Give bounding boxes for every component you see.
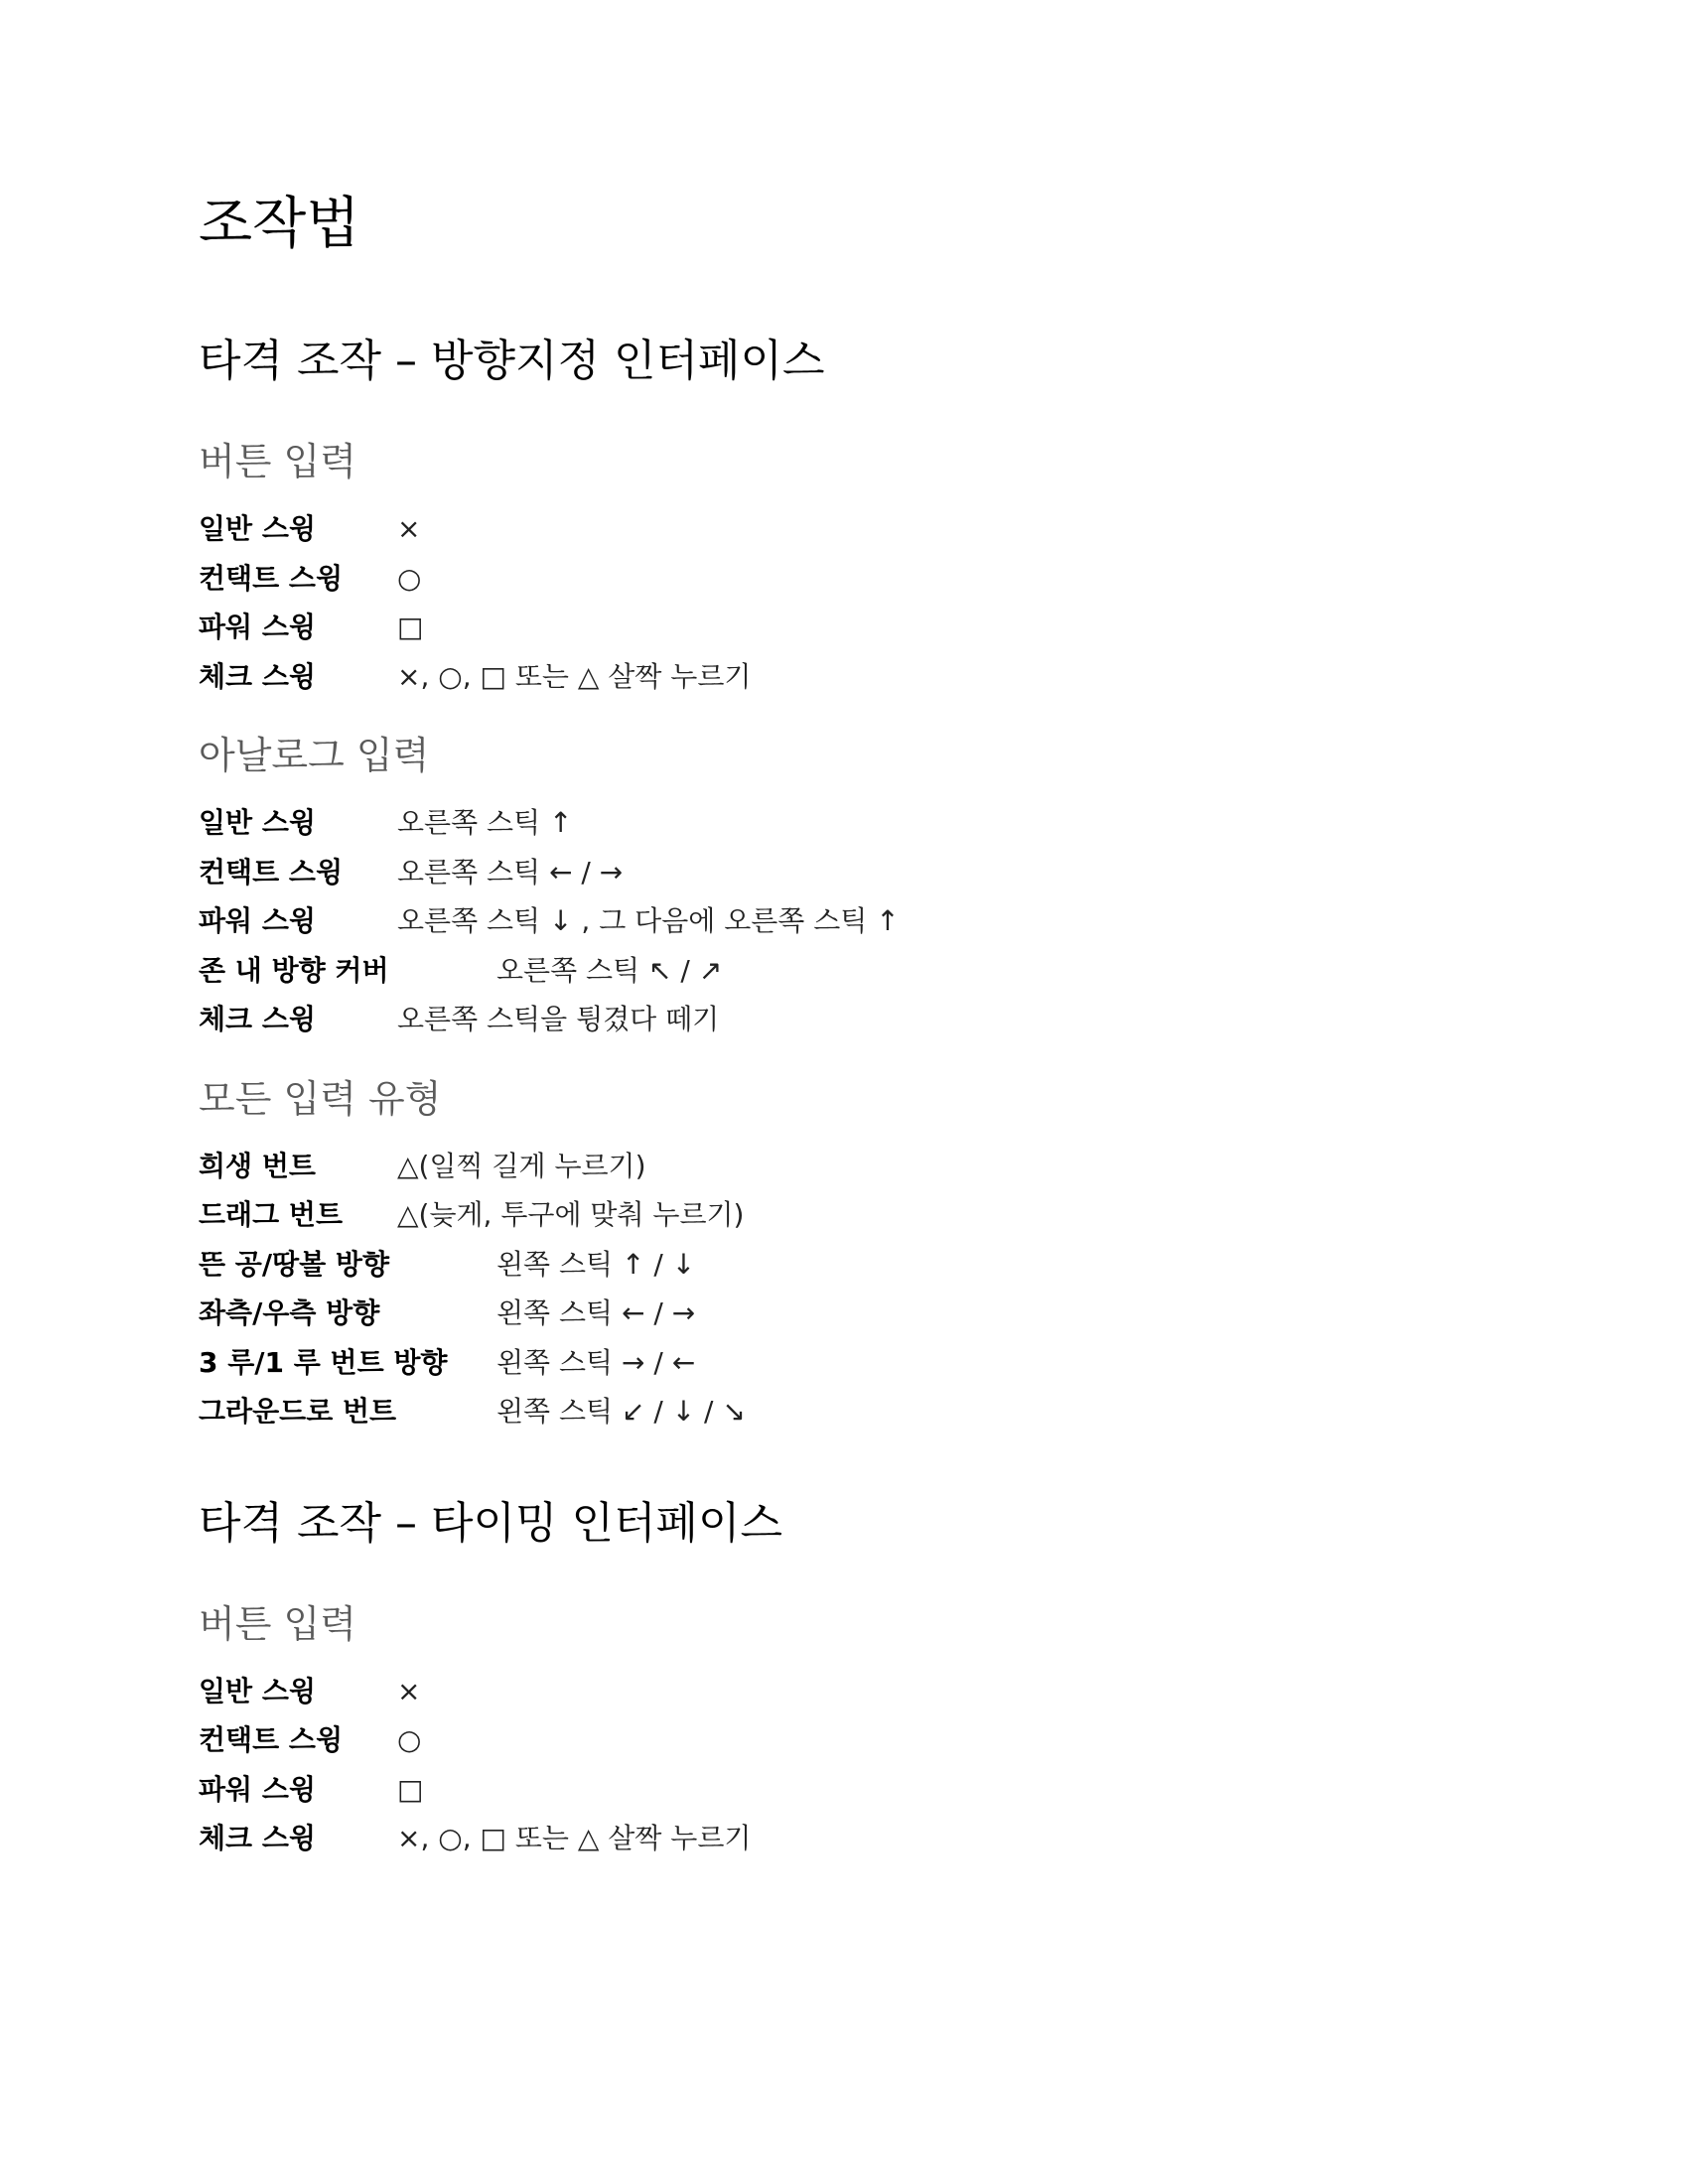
control-value: × [397,512,421,545]
control-list [199,504,1688,701]
control-row [199,1289,1688,1338]
control-label: 파워 스윙 [199,904,316,937]
control-value: 왼쪽 스틱 ↙ / ↓ / ↘ [496,1395,746,1428]
control-value: 왼쪽 스틱 ↑ / ↓ [496,1247,696,1281]
control-row [199,1814,1688,1863]
control-row [199,1142,1688,1191]
control-label: 일반 스윙 [199,806,316,839]
control-value: ×, ○, □ 또는 △ 살짝 누르기 [397,1822,752,1854]
section-title-directional: 타격 조작 – 방향지정 인터페이스 [199,336,825,386]
control-value: 오른쪽 스틱 ← / → [397,855,624,888]
control-row [199,798,1688,848]
control-value: 왼쪽 스틱 ← / → [496,1297,696,1329]
control-row [199,848,1688,897]
control-row [199,1387,1688,1436]
control-label: 컨택트 스윙 [199,855,343,888]
subsection-title-analog-input: 아날로그 입력 [199,734,430,777]
control-label: 파워 스윙 [199,1772,316,1806]
control-list [199,1667,1688,1863]
control-row [199,1240,1688,1290]
control-label: 드래그 번트 [199,1198,343,1231]
control-row [199,1338,1688,1388]
control-value: △(일찍 길게 누르기) [397,1149,646,1182]
control-value: ×, ○, □ 또는 △ 살짝 누르기 [397,659,752,693]
control-value: ○ [397,561,422,595]
control-row [199,1715,1688,1765]
control-label: 존 내 방향 커버 [199,953,389,987]
control-value: ○ [397,1723,422,1756]
control-label: 뜬 공/땅볼 방향 [199,1247,390,1281]
control-label: 체크 스윙 [199,1822,316,1854]
control-label: 일반 스윙 [199,1674,316,1707]
control-label: 3 루/1 루 번트 방향 [199,1345,448,1379]
control-label: 파워 스윙 [199,611,316,643]
control-list [199,798,1688,1044]
control-value: △(늦게, 투구에 맞춰 누르기) [397,1198,745,1231]
document-title: 조작법 [199,192,360,256]
control-list [199,1142,1688,1436]
control-row [199,896,1688,946]
control-row [199,1190,1688,1240]
control-value: 왼쪽 스틱 → / ← [496,1345,696,1379]
section-title-timing: 타격 조작 – 타이밍 인터페이스 [199,1497,782,1549]
control-label: 좌측/우측 방향 [199,1297,380,1329]
control-value: 오른쪽 스틱 ↖ / ↗ [496,953,723,987]
control-row [199,504,1688,554]
control-row [199,995,1688,1044]
control-label: 체크 스윙 [199,659,316,693]
control-value: 오른쪽 스틱을 튕겼다 떼기 [397,1003,720,1035]
control-label: 희생 번트 [199,1149,316,1182]
subsection-title-button-input: 버튼 입력 [199,440,356,483]
control-label: 그라운드로 번트 [199,1395,397,1428]
control-value: × [397,1674,421,1707]
control-value: □ [397,611,424,643]
control-label: 체크 스윙 [199,1003,316,1035]
control-value: 오른쪽 스틱 ↓ , 그 다음에 오른쪽 스틱 ↑ [397,904,900,937]
subsection-title-all-input-types: 모든 입력 유형 [199,1076,442,1121]
control-row [199,1765,1688,1815]
subsection-title-button-input: 버튼 입력 [199,1601,356,1646]
control-label: 일반 스윙 [199,512,316,545]
control-row [199,946,1688,996]
control-row [199,603,1688,652]
control-value: □ [397,1772,424,1806]
control-value: 오른쪽 스틱 ↑ [397,806,573,839]
control-label: 컨택트 스윙 [199,1723,343,1756]
control-row [199,652,1688,702]
control-label: 컨택트 스윙 [199,561,343,595]
control-row [199,1667,1688,1716]
control-row [199,554,1688,604]
